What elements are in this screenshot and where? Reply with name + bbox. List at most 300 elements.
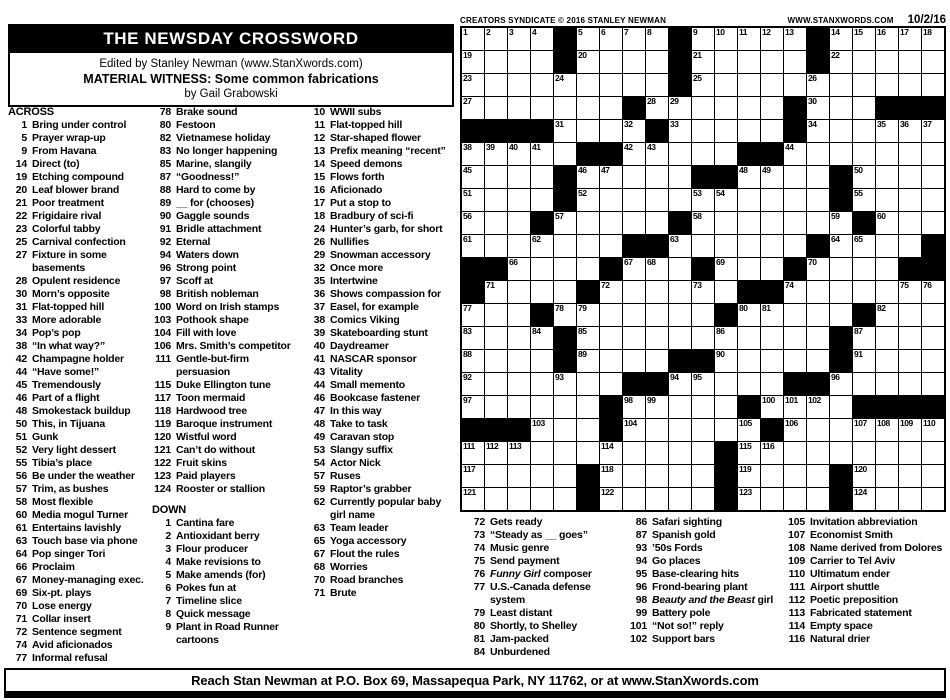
grid-cell[interactable] [646, 396, 668, 418]
grid-cell[interactable] [715, 51, 737, 73]
grid-cell[interactable] [600, 166, 622, 188]
grid-cell[interactable] [531, 258, 553, 280]
grid-cell[interactable] [899, 120, 921, 142]
grid-cell[interactable] [853, 235, 875, 257]
grid-cell[interactable] [508, 327, 530, 349]
grid-cell[interactable] [531, 419, 553, 441]
grid-cell[interactable] [600, 350, 622, 372]
grid-cell[interactable] [761, 166, 783, 188]
grid-cell[interactable] [554, 258, 576, 280]
grid-cell[interactable] [508, 304, 530, 326]
grid-cell[interactable] [554, 419, 576, 441]
grid-cell[interactable] [876, 212, 898, 234]
grid-cell[interactable] [784, 235, 806, 257]
grid-cell[interactable] [692, 143, 714, 165]
grid-cell[interactable] [784, 143, 806, 165]
grid-cell[interactable] [899, 488, 921, 510]
grid-cell[interactable] [761, 51, 783, 73]
grid-cell[interactable] [669, 97, 691, 119]
grid-cell[interactable] [922, 212, 944, 234]
grid-cell[interactable] [876, 166, 898, 188]
grid-cell[interactable] [899, 235, 921, 257]
grid-cell[interactable] [853, 419, 875, 441]
grid-cell[interactable] [531, 74, 553, 96]
grid-cell[interactable] [577, 28, 599, 50]
grid-cell[interactable] [876, 465, 898, 487]
grid-cell[interactable] [577, 258, 599, 280]
grid-cell[interactable] [485, 235, 507, 257]
grid-cell[interactable] [508, 373, 530, 395]
grid-cell[interactable] [899, 74, 921, 96]
grid-cell[interactable] [577, 166, 599, 188]
grid-cell[interactable] [531, 51, 553, 73]
grid-cell[interactable] [922, 281, 944, 303]
grid-cell[interactable] [600, 28, 622, 50]
grid-cell[interactable] [738, 419, 760, 441]
grid-cell[interactable] [784, 465, 806, 487]
grid-cell[interactable] [623, 281, 645, 303]
grid-cell[interactable] [623, 120, 645, 142]
grid-cell[interactable] [577, 235, 599, 257]
grid-cell[interactable] [853, 120, 875, 142]
grid-cell[interactable] [646, 51, 668, 73]
grid-cell[interactable] [531, 166, 553, 188]
grid-cell[interactable] [600, 304, 622, 326]
grid-cell[interactable] [577, 350, 599, 372]
grid-cell[interactable] [715, 235, 737, 257]
grid-cell[interactable] [508, 212, 530, 234]
grid-cell[interactable] [853, 28, 875, 50]
grid-cell[interactable] [485, 304, 507, 326]
grid-cell[interactable] [462, 189, 484, 211]
grid-cell[interactable] [922, 189, 944, 211]
grid-cell[interactable] [577, 304, 599, 326]
grid-cell[interactable] [577, 189, 599, 211]
grid-cell[interactable] [692, 51, 714, 73]
grid-cell[interactable] [669, 465, 691, 487]
grid-cell[interactable] [485, 488, 507, 510]
grid-cell[interactable] [485, 166, 507, 188]
grid-cell[interactable] [462, 396, 484, 418]
grid-cell[interactable] [508, 258, 530, 280]
grid-cell[interactable] [899, 189, 921, 211]
grid-cell[interactable] [623, 327, 645, 349]
grid-cell[interactable] [623, 143, 645, 165]
grid-cell[interactable] [508, 488, 530, 510]
grid-cell[interactable] [922, 51, 944, 73]
grid-cell[interactable] [853, 465, 875, 487]
grid-cell[interactable] [738, 189, 760, 211]
grid-cell[interactable] [623, 488, 645, 510]
grid-cell[interactable] [554, 488, 576, 510]
grid-cell[interactable] [623, 396, 645, 418]
grid-cell[interactable] [715, 419, 737, 441]
grid-cell[interactable] [922, 28, 944, 50]
grid-cell[interactable] [508, 74, 530, 96]
grid-cell[interactable] [715, 327, 737, 349]
grid-cell[interactable] [876, 488, 898, 510]
grid-cell[interactable] [899, 419, 921, 441]
grid-cell[interactable] [600, 465, 622, 487]
grid-cell[interactable] [876, 327, 898, 349]
grid-cell[interactable] [738, 166, 760, 188]
grid-cell[interactable] [830, 51, 852, 73]
grid-cell[interactable] [922, 166, 944, 188]
grid-cell[interactable] [784, 281, 806, 303]
grid-cell[interactable] [485, 396, 507, 418]
grid-cell[interactable] [784, 396, 806, 418]
grid-cell[interactable] [692, 235, 714, 257]
grid-cell[interactable] [853, 373, 875, 395]
grid-cell[interactable] [462, 51, 484, 73]
grid-cell[interactable] [830, 97, 852, 119]
grid-cell[interactable] [876, 120, 898, 142]
grid-cell[interactable] [715, 373, 737, 395]
grid-cell[interactable] [876, 143, 898, 165]
grid-cell[interactable] [876, 350, 898, 372]
grid-cell[interactable] [922, 304, 944, 326]
grid-cell[interactable] [623, 419, 645, 441]
grid-cell[interactable] [508, 143, 530, 165]
grid-cell[interactable] [600, 442, 622, 464]
grid-cell[interactable] [462, 304, 484, 326]
grid-cell[interactable] [738, 465, 760, 487]
grid-cell[interactable] [922, 120, 944, 142]
grid-cell[interactable] [646, 166, 668, 188]
grid-cell[interactable] [761, 189, 783, 211]
grid-cell[interactable] [623, 465, 645, 487]
grid-cell[interactable] [600, 281, 622, 303]
grid-cell[interactable] [646, 465, 668, 487]
grid-cell[interactable] [531, 396, 553, 418]
grid-cell[interactable] [600, 212, 622, 234]
grid-cell[interactable] [600, 97, 622, 119]
grid-cell[interactable] [830, 258, 852, 280]
grid-cell[interactable] [531, 327, 553, 349]
grid-cell[interactable] [853, 327, 875, 349]
grid-cell[interactable] [600, 51, 622, 73]
grid-cell[interactable] [669, 235, 691, 257]
grid-cell[interactable] [876, 281, 898, 303]
grid-cell[interactable] [784, 189, 806, 211]
grid-cell[interactable] [761, 28, 783, 50]
grid-cell[interactable] [485, 189, 507, 211]
grid-cell[interactable] [807, 120, 829, 142]
grid-cell[interactable] [692, 74, 714, 96]
grid-cell[interactable] [462, 235, 484, 257]
grid-cell[interactable] [761, 120, 783, 142]
grid-cell[interactable] [692, 189, 714, 211]
grid-cell[interactable] [577, 373, 599, 395]
grid-cell[interactable] [508, 235, 530, 257]
grid-cell[interactable] [485, 28, 507, 50]
grid-cell[interactable] [761, 97, 783, 119]
grid-cell[interactable] [577, 120, 599, 142]
grid-cell[interactable] [876, 28, 898, 50]
grid-cell[interactable] [669, 373, 691, 395]
grid-cell[interactable] [830, 419, 852, 441]
grid-cell[interactable] [646, 442, 668, 464]
grid-cell[interactable] [830, 442, 852, 464]
grid-cell[interactable] [807, 488, 829, 510]
grid-cell[interactable] [508, 442, 530, 464]
grid-cell[interactable] [531, 373, 553, 395]
grid-cell[interactable] [577, 51, 599, 73]
grid-cell[interactable] [784, 166, 806, 188]
grid-cell[interactable] [853, 51, 875, 73]
grid-cell[interactable] [485, 350, 507, 372]
grid-cell[interactable] [715, 74, 737, 96]
grid-cell[interactable] [462, 97, 484, 119]
grid-cell[interactable] [853, 97, 875, 119]
grid-cell[interactable] [669, 258, 691, 280]
grid-cell[interactable] [738, 442, 760, 464]
grid-cell[interactable] [715, 120, 737, 142]
grid-cell[interactable] [577, 212, 599, 234]
grid-cell[interactable] [508, 281, 530, 303]
grid-cell[interactable] [462, 166, 484, 188]
grid-cell[interactable] [738, 350, 760, 372]
grid-cell[interactable] [830, 373, 852, 395]
grid-cell[interactable] [485, 465, 507, 487]
grid-cell[interactable] [830, 212, 852, 234]
grid-cell[interactable] [646, 212, 668, 234]
grid-cell[interactable] [830, 281, 852, 303]
grid-cell[interactable] [807, 465, 829, 487]
grid-cell[interactable] [899, 373, 921, 395]
grid-cell[interactable] [577, 74, 599, 96]
grid-cell[interactable] [761, 442, 783, 464]
grid-cell[interactable] [784, 327, 806, 349]
grid-cell[interactable] [692, 488, 714, 510]
grid-cell[interactable] [922, 74, 944, 96]
grid-cell[interactable] [876, 419, 898, 441]
grid-cell[interactable] [876, 235, 898, 257]
grid-cell[interactable] [600, 327, 622, 349]
grid-cell[interactable] [623, 28, 645, 50]
grid-cell[interactable] [784, 304, 806, 326]
grid-cell[interactable] [784, 51, 806, 73]
grid-cell[interactable] [646, 143, 668, 165]
grid-cell[interactable] [784, 442, 806, 464]
grid-cell[interactable] [577, 419, 599, 441]
grid-cell[interactable] [853, 350, 875, 372]
grid-cell[interactable] [807, 143, 829, 165]
grid-cell[interactable] [554, 465, 576, 487]
grid-cell[interactable] [807, 281, 829, 303]
grid-cell[interactable] [761, 396, 783, 418]
grid-cell[interactable] [715, 189, 737, 211]
grid-cell[interactable] [577, 396, 599, 418]
grid-cell[interactable] [508, 166, 530, 188]
grid-cell[interactable] [646, 327, 668, 349]
grid-cell[interactable] [761, 373, 783, 395]
grid-cell[interactable] [922, 465, 944, 487]
grid-cell[interactable] [669, 488, 691, 510]
grid-cell[interactable] [922, 442, 944, 464]
grid-cell[interactable] [738, 373, 760, 395]
grid-cell[interactable] [623, 350, 645, 372]
grid-cell[interactable] [761, 304, 783, 326]
grid-cell[interactable] [715, 28, 737, 50]
grid-cell[interactable] [462, 143, 484, 165]
grid-cell[interactable] [807, 189, 829, 211]
grid-cell[interactable] [669, 281, 691, 303]
grid-cell[interactable] [807, 74, 829, 96]
grid-cell[interactable] [669, 189, 691, 211]
grid-cell[interactable] [853, 442, 875, 464]
grid-cell[interactable] [646, 28, 668, 50]
grid-cell[interactable] [899, 166, 921, 188]
grid-cell[interactable] [646, 350, 668, 372]
grid-cell[interactable] [462, 373, 484, 395]
grid-cell[interactable] [738, 258, 760, 280]
grid-cell[interactable] [761, 327, 783, 349]
grid-cell[interactable] [761, 465, 783, 487]
grid-cell[interactable] [692, 373, 714, 395]
grid-cell[interactable] [715, 212, 737, 234]
grid-cell[interactable] [623, 212, 645, 234]
grid-cell[interactable] [761, 235, 783, 257]
grid-cell[interactable] [715, 350, 737, 372]
grid-cell[interactable] [508, 97, 530, 119]
grid-cell[interactable] [830, 28, 852, 50]
grid-cell[interactable] [922, 419, 944, 441]
grid-cell[interactable] [853, 166, 875, 188]
grid-cell[interactable] [761, 258, 783, 280]
grid-cell[interactable] [554, 235, 576, 257]
grid-cell[interactable] [623, 442, 645, 464]
grid-cell[interactable] [738, 120, 760, 142]
grid-cell[interactable] [922, 327, 944, 349]
grid-cell[interactable] [600, 488, 622, 510]
grid-cell[interactable] [623, 74, 645, 96]
grid-cell[interactable] [853, 74, 875, 96]
grid-cell[interactable] [669, 120, 691, 142]
grid-cell[interactable] [485, 212, 507, 234]
grid-cell[interactable] [531, 28, 553, 50]
grid-cell[interactable] [807, 419, 829, 441]
grid-cell[interactable] [554, 304, 576, 326]
grid-cell[interactable] [692, 442, 714, 464]
grid-cell[interactable] [669, 396, 691, 418]
grid-cell[interactable] [600, 120, 622, 142]
grid-cell[interactable] [807, 212, 829, 234]
grid-cell[interactable] [669, 419, 691, 441]
grid-cell[interactable] [876, 51, 898, 73]
grid-cell[interactable] [554, 143, 576, 165]
grid-cell[interactable] [508, 465, 530, 487]
grid-cell[interactable] [784, 350, 806, 372]
grid-cell[interactable] [485, 373, 507, 395]
grid-cell[interactable] [623, 51, 645, 73]
grid-cell[interactable] [784, 212, 806, 234]
grid-cell[interactable] [692, 304, 714, 326]
grid-cell[interactable] [830, 396, 852, 418]
grid-cell[interactable] [899, 212, 921, 234]
grid-cell[interactable] [899, 281, 921, 303]
grid-cell[interactable] [761, 350, 783, 372]
grid-cell[interactable] [761, 212, 783, 234]
grid-cell[interactable] [462, 327, 484, 349]
grid-cell[interactable] [853, 143, 875, 165]
grid-cell[interactable] [899, 28, 921, 50]
grid-cell[interactable] [669, 442, 691, 464]
grid-cell[interactable] [899, 327, 921, 349]
grid-cell[interactable] [692, 465, 714, 487]
grid-cell[interactable] [577, 327, 599, 349]
grid-cell[interactable] [830, 304, 852, 326]
grid-cell[interactable] [853, 488, 875, 510]
grid-cell[interactable] [462, 212, 484, 234]
grid-cell[interactable] [715, 258, 737, 280]
grid-cell[interactable] [646, 189, 668, 211]
grid-cell[interactable] [830, 235, 852, 257]
grid-cell[interactable] [531, 442, 553, 464]
grid-cell[interactable] [669, 327, 691, 349]
grid-cell[interactable] [485, 74, 507, 96]
grid-cell[interactable] [807, 166, 829, 188]
grid-cell[interactable] [462, 74, 484, 96]
grid-cell[interactable] [531, 281, 553, 303]
grid-cell[interactable] [807, 304, 829, 326]
grid-cell[interactable] [899, 304, 921, 326]
grid-cell[interactable] [554, 396, 576, 418]
grid-cell[interactable] [807, 97, 829, 119]
grid-cell[interactable] [761, 488, 783, 510]
grid-cell[interactable] [531, 97, 553, 119]
grid-cell[interactable] [485, 281, 507, 303]
grid-cell[interactable] [830, 143, 852, 165]
grid-cell[interactable] [761, 74, 783, 96]
grid-cell[interactable] [692, 281, 714, 303]
grid-cell[interactable] [554, 74, 576, 96]
grid-cell[interactable] [876, 258, 898, 280]
grid-cell[interactable] [899, 442, 921, 464]
grid-cell[interactable] [692, 120, 714, 142]
grid-cell[interactable] [554, 442, 576, 464]
grid-cell[interactable] [554, 212, 576, 234]
grid-cell[interactable] [738, 488, 760, 510]
grid-cell[interactable] [807, 327, 829, 349]
grid-cell[interactable] [462, 350, 484, 372]
grid-cell[interactable] [715, 143, 737, 165]
grid-cell[interactable] [462, 465, 484, 487]
grid-cell[interactable] [600, 235, 622, 257]
grid-cell[interactable] [646, 281, 668, 303]
grid-cell[interactable] [485, 97, 507, 119]
grid-cell[interactable] [577, 97, 599, 119]
grid-cell[interactable] [853, 281, 875, 303]
grid-cell[interactable] [646, 304, 668, 326]
grid-cell[interactable] [738, 212, 760, 234]
grid-cell[interactable] [853, 258, 875, 280]
grid-cell[interactable] [462, 442, 484, 464]
grid-cell[interactable] [508, 28, 530, 50]
grid-cell[interactable] [623, 166, 645, 188]
grid-cell[interactable] [646, 97, 668, 119]
grid-cell[interactable] [807, 258, 829, 280]
grid-cell[interactable] [738, 327, 760, 349]
grid-cell[interactable] [554, 373, 576, 395]
grid-cell[interactable] [600, 74, 622, 96]
grid-cell[interactable] [715, 97, 737, 119]
grid-cell[interactable] [531, 189, 553, 211]
grid-cell[interactable] [807, 442, 829, 464]
grid-cell[interactable] [784, 28, 806, 50]
grid-cell[interactable] [922, 488, 944, 510]
grid-cell[interactable] [669, 143, 691, 165]
